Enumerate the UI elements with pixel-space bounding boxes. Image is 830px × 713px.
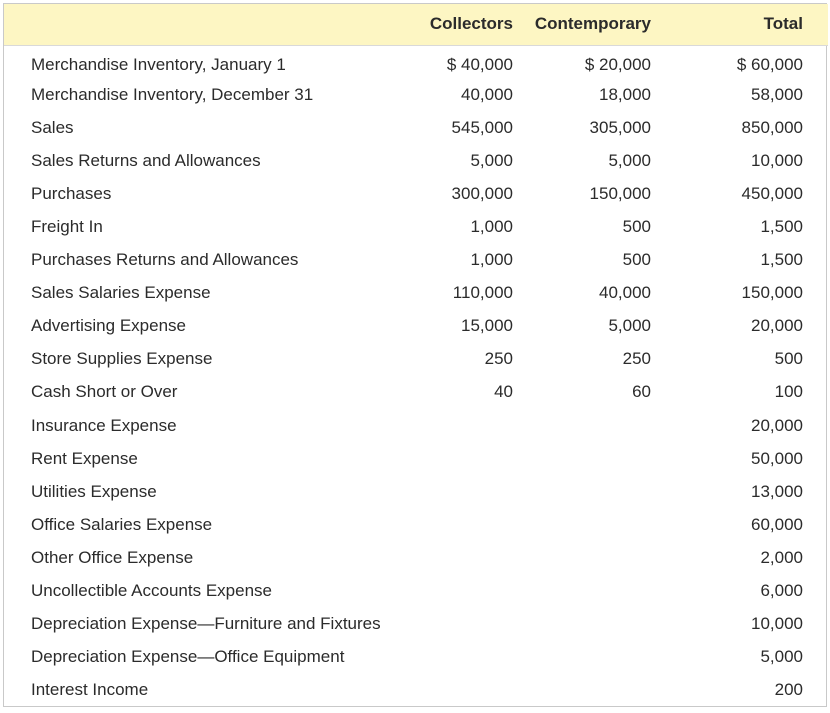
- contemporary-cell: 18,000: [599, 84, 651, 104]
- collectors-cell: [424, 409, 527, 442]
- table-row: [4, 442, 828, 475]
- row-label-cell: Insurance Expense: [31, 415, 177, 435]
- table-row: [4, 144, 828, 177]
- total-cell: 50,000: [751, 448, 803, 468]
- row-label-cell: Interest Income: [31, 680, 149, 700]
- contemporary-cell: [527, 442, 665, 475]
- table-header-row: [4, 4, 828, 45]
- table-row: [4, 210, 828, 243]
- total-cell: 20,000: [751, 415, 803, 435]
- table-row: [4, 310, 828, 343]
- row-label-cell: Sales Returns and Allowances: [31, 150, 261, 170]
- total-cell: 10,000: [751, 150, 803, 170]
- contemporary-cell: [527, 641, 665, 674]
- table-row: [4, 177, 828, 210]
- contemporary-cell: $ 20,000: [584, 54, 651, 74]
- table-row: [4, 608, 828, 641]
- total-cell: 13,000: [751, 481, 803, 501]
- row-label-cell: Advertising Expense: [31, 316, 186, 336]
- total-cell: 20,000: [751, 316, 803, 336]
- total-cell: 200: [774, 680, 803, 700]
- total-cell: 5,000: [760, 647, 803, 667]
- header-total: Total: [665, 4, 828, 45]
- contemporary-cell: 5,000: [608, 316, 651, 336]
- collectors-cell: 40: [494, 382, 513, 402]
- contemporary-cell: 5,000: [608, 150, 651, 170]
- collectors-cell: $ 40,000: [446, 54, 513, 74]
- collectors-cell: 545,000: [451, 117, 513, 137]
- total-cell: 850,000: [741, 117, 803, 137]
- header-label: [4, 4, 424, 45]
- contemporary-cell: 500: [622, 217, 651, 237]
- accounts-table-container: [3, 3, 827, 707]
- collectors-cell: [424, 641, 527, 674]
- table-row: [4, 111, 828, 144]
- total-cell: $ 60,000: [736, 54, 803, 74]
- table-row: [4, 343, 828, 376]
- contemporary-cell: [527, 409, 665, 442]
- total-cell: 150,000: [741, 283, 803, 303]
- header-collectors: Collectors: [424, 4, 527, 45]
- total-cell: 10,000: [751, 614, 803, 634]
- row-label-cell: Purchases: [31, 183, 112, 203]
- row-label-cell: Freight In: [31, 217, 103, 237]
- table-row: [4, 78, 828, 111]
- contemporary-cell: 60: [632, 382, 651, 402]
- total-cell: 100: [774, 382, 803, 402]
- contemporary-cell: 40,000: [599, 283, 651, 303]
- collectors-cell: [424, 541, 527, 574]
- row-label-cell: Office Salaries Expense: [31, 514, 213, 534]
- row-label-cell: Depreciation Expense—Office Equipment: [31, 647, 345, 667]
- table-row: [4, 376, 828, 409]
- row-label-cell: Purchases Returns and Allowances: [31, 250, 299, 270]
- collectors-cell: 40,000: [461, 84, 513, 104]
- total-cell: 1,500: [760, 217, 803, 237]
- collectors-cell: 250: [484, 349, 513, 369]
- collectors-cell: [424, 608, 527, 641]
- collectors-cell: 300,000: [451, 183, 513, 203]
- contemporary-cell: [527, 575, 665, 608]
- row-label-cell: Rent Expense: [31, 448, 138, 468]
- collectors-cell: 1,000: [470, 250, 513, 270]
- contemporary-cell: [527, 541, 665, 574]
- row-label-cell: Store Supplies Expense: [31, 349, 213, 369]
- total-cell: 58,000: [751, 84, 803, 104]
- accounts-table: [4, 4, 828, 707]
- table-row: [4, 409, 828, 442]
- contemporary-cell: [527, 674, 665, 707]
- table-row: [4, 45, 828, 78]
- total-cell: 500: [774, 349, 803, 369]
- row-label-cell: Cash Short or Over: [31, 382, 178, 402]
- table-row: [4, 641, 828, 674]
- row-label-cell: Merchandise Inventory, January 1: [31, 54, 286, 74]
- contemporary-cell: 250: [622, 349, 651, 369]
- collectors-cell: 5,000: [470, 150, 513, 170]
- total-cell: 2,000: [760, 547, 803, 567]
- contemporary-cell: [527, 475, 665, 508]
- total-cell: 60,000: [751, 514, 803, 534]
- collectors-cell: 15,000: [461, 316, 513, 336]
- collectors-cell: [424, 575, 527, 608]
- table-row: [4, 674, 828, 707]
- contemporary-cell: 305,000: [589, 117, 651, 137]
- contemporary-cell: 150,000: [589, 183, 651, 203]
- table-row: [4, 508, 828, 541]
- row-label-cell: Sales Salaries Expense: [31, 283, 211, 303]
- contemporary-cell: [527, 608, 665, 641]
- table-row: [4, 475, 828, 508]
- row-label-cell: Sales: [31, 117, 74, 137]
- table-row: [4, 575, 828, 608]
- contemporary-cell: [527, 508, 665, 541]
- collectors-cell: [424, 475, 527, 508]
- collectors-cell: 1,000: [470, 217, 513, 237]
- row-label-cell: Depreciation Expense—Furniture and Fixtures: [31, 614, 381, 634]
- header-contemporary: Contemporary: [527, 4, 665, 45]
- total-cell: 450,000: [741, 183, 803, 203]
- row-label-cell: Uncollectible Accounts Expense: [31, 581, 272, 601]
- collectors-cell: [424, 442, 527, 475]
- total-cell: 1,500: [760, 250, 803, 270]
- row-label-cell: Other Office Expense: [31, 547, 194, 567]
- table-row: [4, 244, 828, 277]
- collectors-cell: [424, 508, 527, 541]
- table-row: [4, 541, 828, 574]
- collectors-cell: 110,000: [452, 283, 513, 303]
- row-label-cell: Merchandise Inventory, December 31: [31, 84, 314, 104]
- contemporary-cell: 500: [622, 250, 651, 270]
- collectors-cell: [424, 674, 527, 707]
- row-label-cell: Utilities Expense: [31, 481, 157, 501]
- table-body: [4, 45, 828, 707]
- table-row: [4, 277, 828, 310]
- total-cell: 6,000: [760, 581, 803, 601]
